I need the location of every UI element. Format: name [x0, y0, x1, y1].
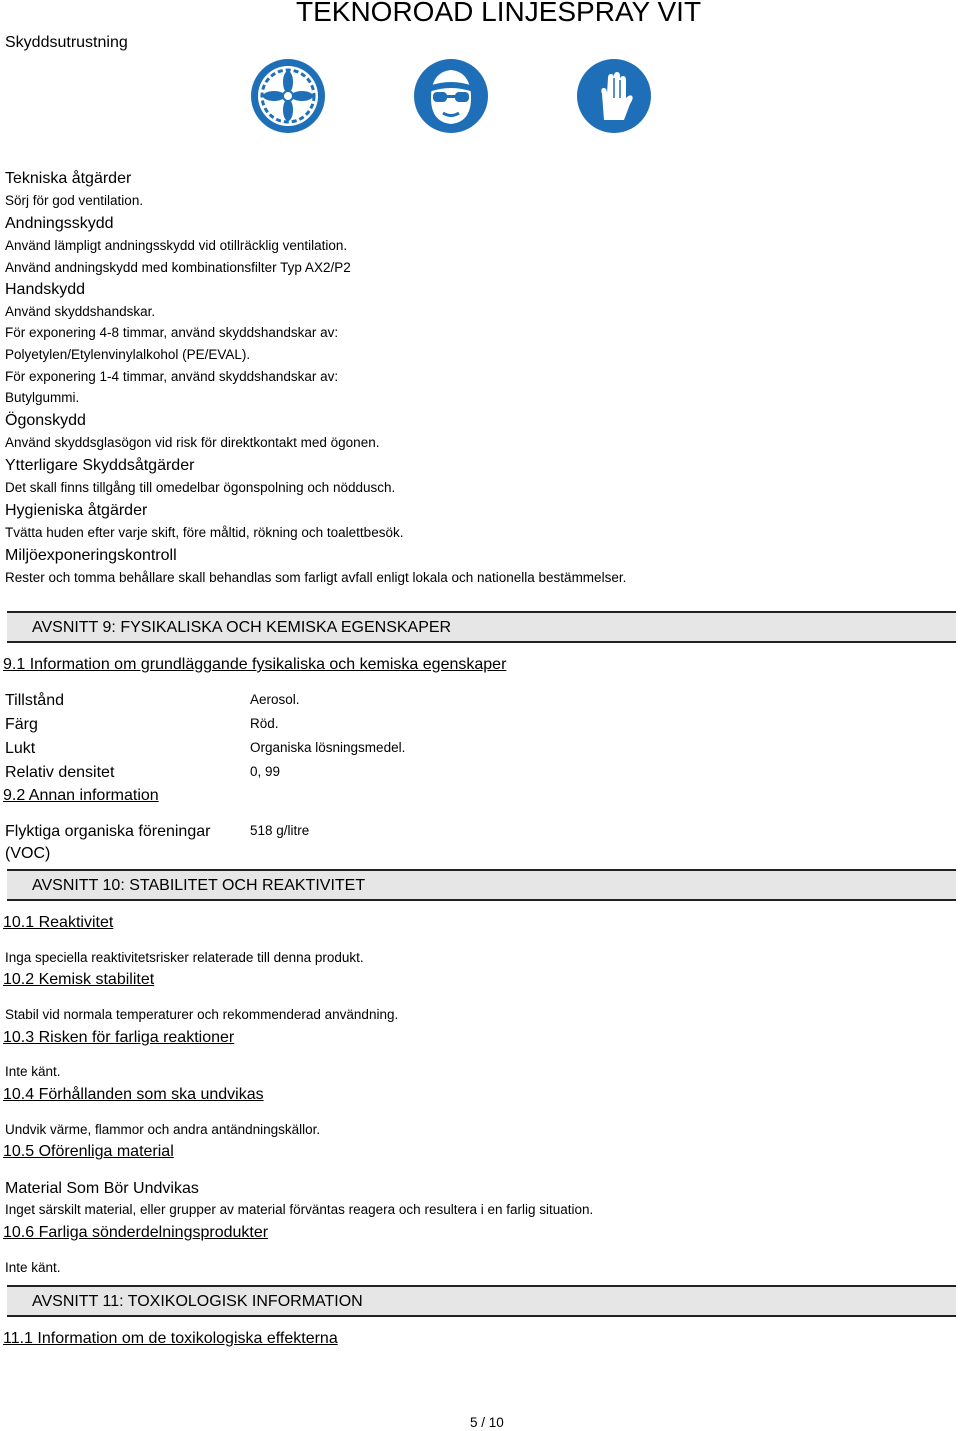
hand-text-3: Polyetylen/Etylenvinylalkohol (PE/EVAL).	[5, 347, 251, 362]
subsection-10-1: 10.1 Reaktivitet	[3, 914, 114, 931]
prop-value-state: Aerosol.	[250, 692, 300, 707]
heading-technical-measures: Tekniska åtgärder	[5, 170, 132, 187]
eye-text: Använd skyddsglasögon vid risk för direktkontakt med ögonen.	[5, 435, 380, 450]
section-11-header	[7, 1285, 956, 1317]
heading-additional-measures: Ytterligare Skyddsåtgärder	[5, 457, 195, 474]
respiratory-text-1: Använd lämpligt andningsskydd vid otillräcklig ventilation.	[5, 238, 348, 253]
voc-label-line1: Flyktiga organiska föreningar	[5, 823, 211, 840]
materials-to-avoid-heading: Material Som Bör Undvikas	[5, 1180, 199, 1197]
section-10-title: AVSNITT 10: STABILITET OCH REAKTIVITET	[32, 877, 366, 894]
environmental-control-text: Rester och tomma behållare skall behandlas som farligt avfall enligt lokala och nationella bestämmelser.	[5, 570, 627, 585]
hand-text-2: För exponering 4-8 timmar, använd skyddshandskar av:	[5, 325, 339, 340]
hand-text-4: För exponering 1-4 timmar, använd skyddshandskar av:	[5, 369, 339, 384]
subsection-10-6-text: Inte känt.	[5, 1260, 61, 1275]
heading-eye-protection: Ögonskydd	[5, 412, 86, 429]
technical-measures-text: Sörj för god ventilation.	[5, 193, 144, 208]
respiratory-text-2: Använd andningskydd med kombinationsfilter Typ AX2/P2	[5, 260, 351, 275]
subsection-10-4-text: Undvik värme, flammor och andra antändningskällor.	[5, 1122, 321, 1137]
subsection-10-4: 10.4 Förhållanden som ska undvikas	[3, 1086, 264, 1103]
heading-hygiene: Hygieniska åtgärder	[5, 502, 148, 519]
product-title: TEKNOROAD LINJESPRAY VIT	[296, 0, 702, 27]
subsection-10-3-text: Inte känt.	[5, 1064, 61, 1079]
voc-label-line2: (VOC)	[5, 845, 51, 862]
heading-hand-protection: Handskydd	[5, 281, 86, 298]
page-number: 5 / 10	[470, 1415, 504, 1430]
prop-value-odour: Organiska lösningsmedel.	[250, 740, 406, 755]
subsection-10-2: 10.2 Kemisk stabilitet	[3, 971, 155, 988]
hand-text-1: Använd skyddshandskar.	[5, 304, 156, 319]
prop-value-density: 0, 99	[250, 764, 281, 779]
subsection-11-1: 11.1 Information om de toxikologiska effekterna	[3, 1330, 338, 1347]
prop-label-state: Tillstånd	[5, 692, 64, 709]
prop-label-density: Relativ densitet	[5, 764, 115, 781]
hygiene-text: Tvätta huden efter varje skift, före måltid, rökning och toalettbesök.	[5, 525, 404, 540]
prop-label-color: Färg	[5, 716, 38, 733]
subsection-10-6: 10.6 Farliga sönderdelningsprodukter	[3, 1224, 269, 1241]
additional-measures-text: Det skall finns tillgång till omedelbar ögonspolning och nöddusch.	[5, 480, 396, 495]
subsection-10-5-text: Inget särskilt material, eller grupper av material förväntas reagera och resultera i en farlig situation.	[5, 1202, 594, 1217]
section-9-header	[7, 611, 956, 643]
subsection-10-1-text: Inga speciella reaktivitetsrisker relaterade till denna produkt.	[5, 950, 364, 965]
subsection-9-2: 9.2 Annan information	[3, 787, 159, 804]
subsection-9-1: 9.1 Information om grundläggande fysikaliska och kemiska egenskaper	[3, 656, 507, 673]
subsection-10-3: 10.3 Risken för farliga reaktioner	[3, 1029, 235, 1046]
ventilation-icon	[250, 58, 326, 134]
prop-value-color: Röd.	[250, 716, 279, 731]
subsection-10-5: 10.5 Oförenliga material	[3, 1143, 174, 1160]
gloves-icon	[576, 58, 652, 134]
subsection-10-2-text: Stabil vid normala temperaturer och rekommenderad användning.	[5, 1007, 399, 1022]
voc-value: 518 g/litre	[250, 823, 310, 838]
heading-respiratory: Andningsskydd	[5, 215, 114, 232]
section-9-title: AVSNITT 9: FYSIKALISKA OCH KEMISKA EGENSKAPER	[32, 619, 452, 636]
prop-label-odour: Lukt	[5, 740, 36, 757]
section-10-header	[7, 869, 956, 901]
section-11-title: AVSNITT 11: TOXIKOLOGISK INFORMATION	[32, 1293, 363, 1310]
section-label: Skyddsutrustning	[5, 34, 128, 51]
hand-text-5: Butylgummi.	[5, 390, 80, 405]
face-goggles-icon	[413, 58, 489, 134]
heading-environmental-control: Miljöexponeringskontroll	[5, 547, 177, 564]
